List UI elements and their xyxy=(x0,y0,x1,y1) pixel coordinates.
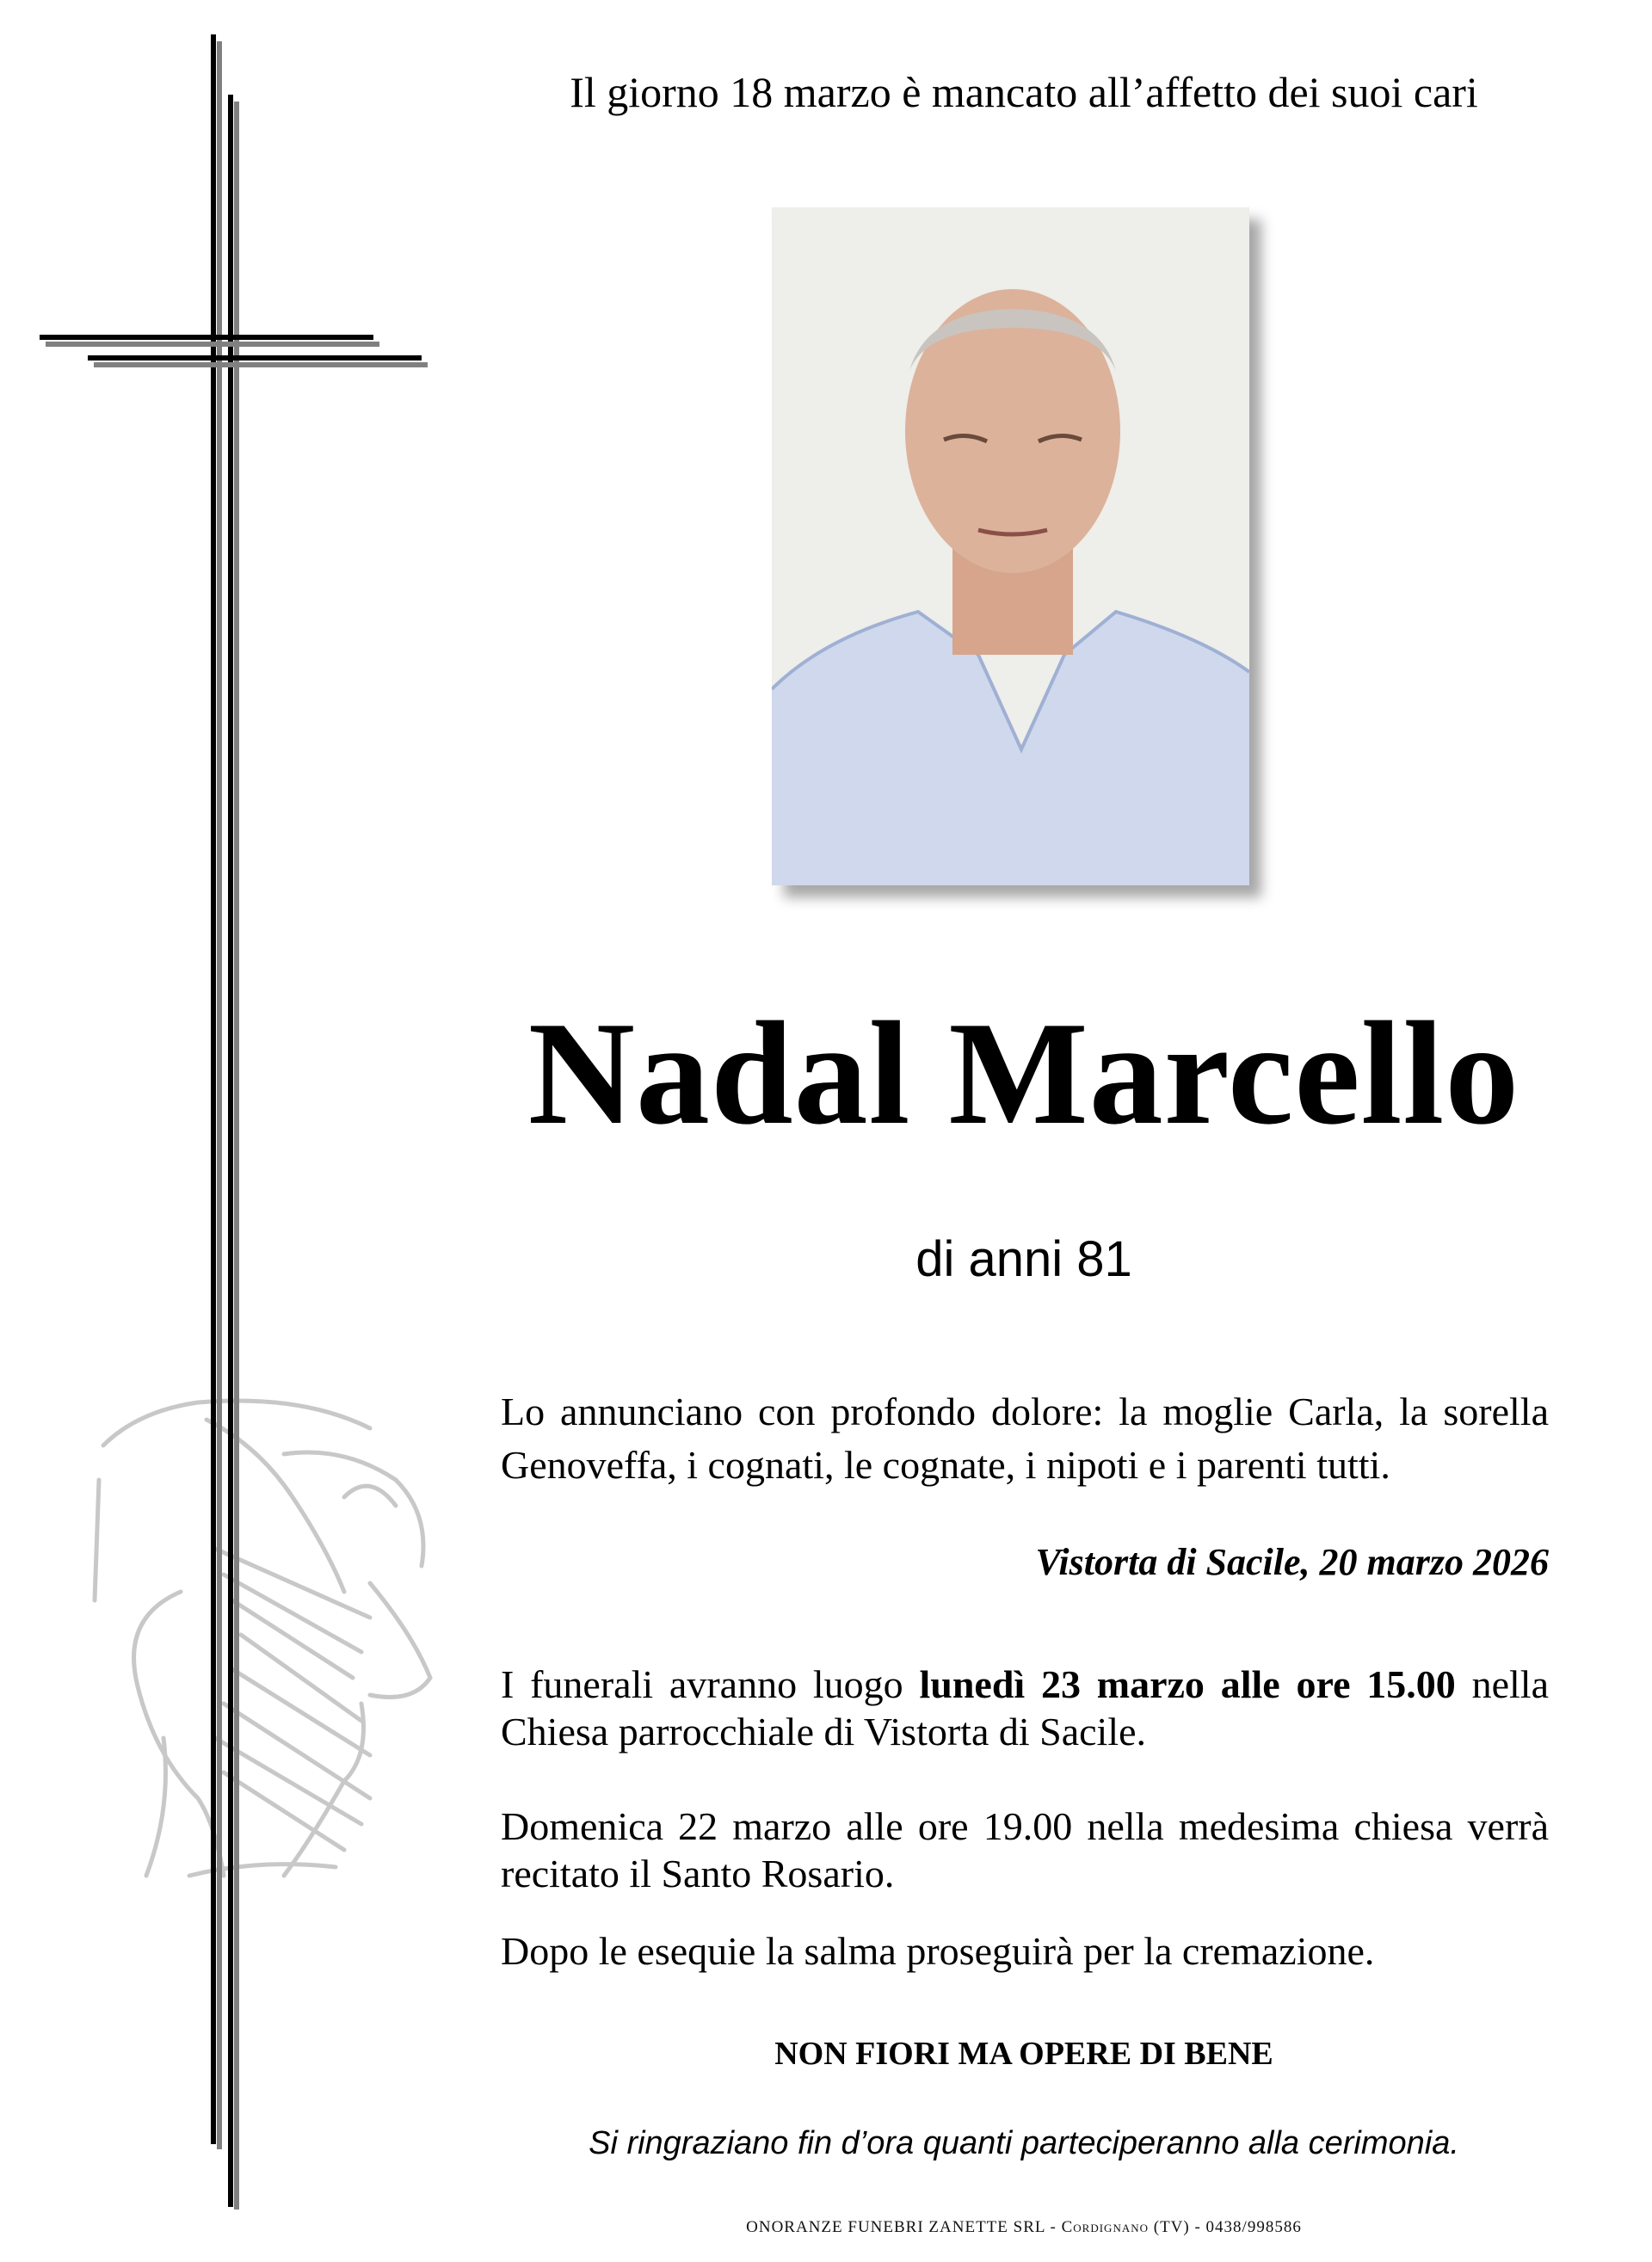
cross-shadow-horizontal-2 xyxy=(94,362,428,367)
cremation-text: Dopo le esequie la salma proseguirà per la cremazione. xyxy=(501,1929,1375,1973)
funeral-text-after: nella Chiesa parrocchiale di Vistorta di Sacile. xyxy=(501,1662,1549,1754)
cross-shadow-vertical-2 xyxy=(234,102,239,2210)
cross-vertical-2 xyxy=(228,95,233,2207)
cross-vertical-1 xyxy=(211,34,216,2144)
funeral-date-time: lunedì 23 marzo alle ore 15.00 xyxy=(919,1662,1456,1706)
intro-text: Il giorno 18 marzo è mancato all’affetto dei suoi cari xyxy=(570,68,1478,116)
christ-sketch-illustration xyxy=(86,1394,447,2048)
no-flowers-notice: NON FIORI MA OPERE DI BENE xyxy=(774,2036,1273,2072)
funeral-details xyxy=(501,1661,1549,1755)
deceased-name: Nadal Marcello xyxy=(527,992,1520,1156)
place-and-date: Vistorta di Sacile, 20 marzo 2026 xyxy=(1035,1541,1549,1583)
funeral-text-before: I funerali avranno luogo xyxy=(501,1662,920,1706)
thanks-text: Si ringraziano fin d’ora quanti parteciperanno alla cerimonia. xyxy=(589,2125,1459,2161)
cross-horizontal-2 xyxy=(88,355,422,361)
cross-horizontal-1 xyxy=(40,335,373,340)
deceased-portrait-photo xyxy=(772,207,1249,885)
announcement-text: Lo annunciano con profondo dolore: la moglie Carla, la sorella Genoveffa, i cognati, le cognate, i nipoti e i parenti tutti. xyxy=(501,1390,1549,1487)
funeral-home-footer: ONORANZE FUNEBRI ZANETTE SRL - Cordignano (TV) - 0438/998586 xyxy=(746,2218,1302,2236)
portrait-image xyxy=(772,207,1249,885)
cross-shadow-horizontal-1 xyxy=(46,342,379,347)
rosary-text: Domenica 22 marzo alle ore 19.00 nella medesima chiesa verrà recitato il Santo Rosario. xyxy=(501,1804,1549,1895)
deceased-age: di anni 81 xyxy=(915,1231,1132,1287)
